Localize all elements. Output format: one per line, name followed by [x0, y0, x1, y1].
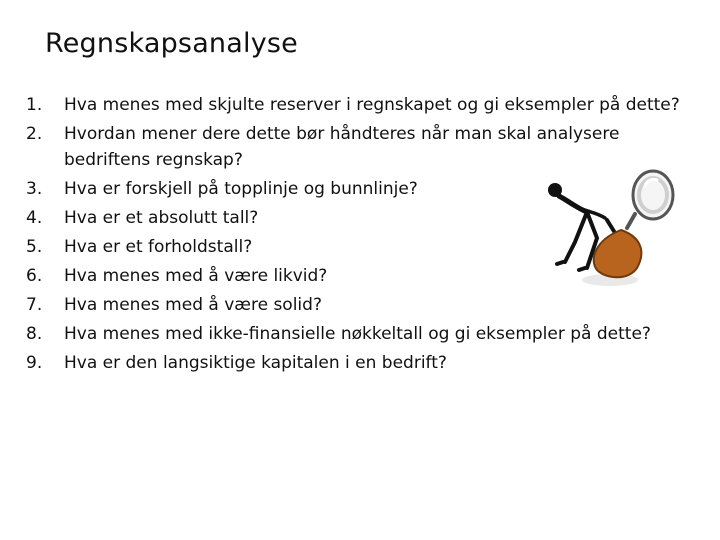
list-item — [26, 121, 696, 173]
question-number: 6. — [26, 266, 43, 286]
question-text: Hva er den langsiktige kapitalen i en bedrift? — [64, 353, 447, 373]
list-item — [26, 176, 696, 202]
question-number: 7. — [26, 295, 43, 315]
question-text: Hva er et forholdstall? — [64, 237, 253, 257]
question-text: Hva menes med å være likvid? — [64, 266, 328, 286]
question-text: Hvordan mener dere dette bør håndteres når man skal analysere bedriftens regnskap? — [64, 124, 620, 170]
list-item — [26, 321, 696, 347]
question-number: 4. — [26, 208, 43, 228]
question-number: 5. — [26, 237, 43, 257]
question-text: Hva menes med skjulte reserver i regnskapet og gi eksempler på dette? — [64, 95, 680, 115]
slide-title: Regnskapsanalyse — [45, 28, 298, 59]
list-item — [26, 350, 696, 376]
question-number: 2. — [26, 124, 43, 144]
question-text: Hva menes med å være solid? — [64, 295, 322, 315]
question-number: 8. — [26, 324, 43, 344]
question-number: 9. — [26, 353, 43, 373]
question-number: 3. — [26, 179, 43, 199]
question-text: Hva menes med ikke-finansielle nøkkeltall og gi eksempler på dette? — [64, 324, 651, 344]
list-item — [26, 292, 696, 318]
question-text: Hva er forskjell på topplinje og bunnlinje? — [64, 179, 418, 199]
list-item — [26, 263, 696, 289]
list-item — [26, 92, 696, 118]
question-list — [26, 92, 696, 379]
list-item — [26, 234, 696, 260]
question-text: Hva er et absolutt tall? — [64, 208, 259, 228]
question-number: 1. — [26, 95, 43, 115]
list-item — [26, 205, 696, 231]
